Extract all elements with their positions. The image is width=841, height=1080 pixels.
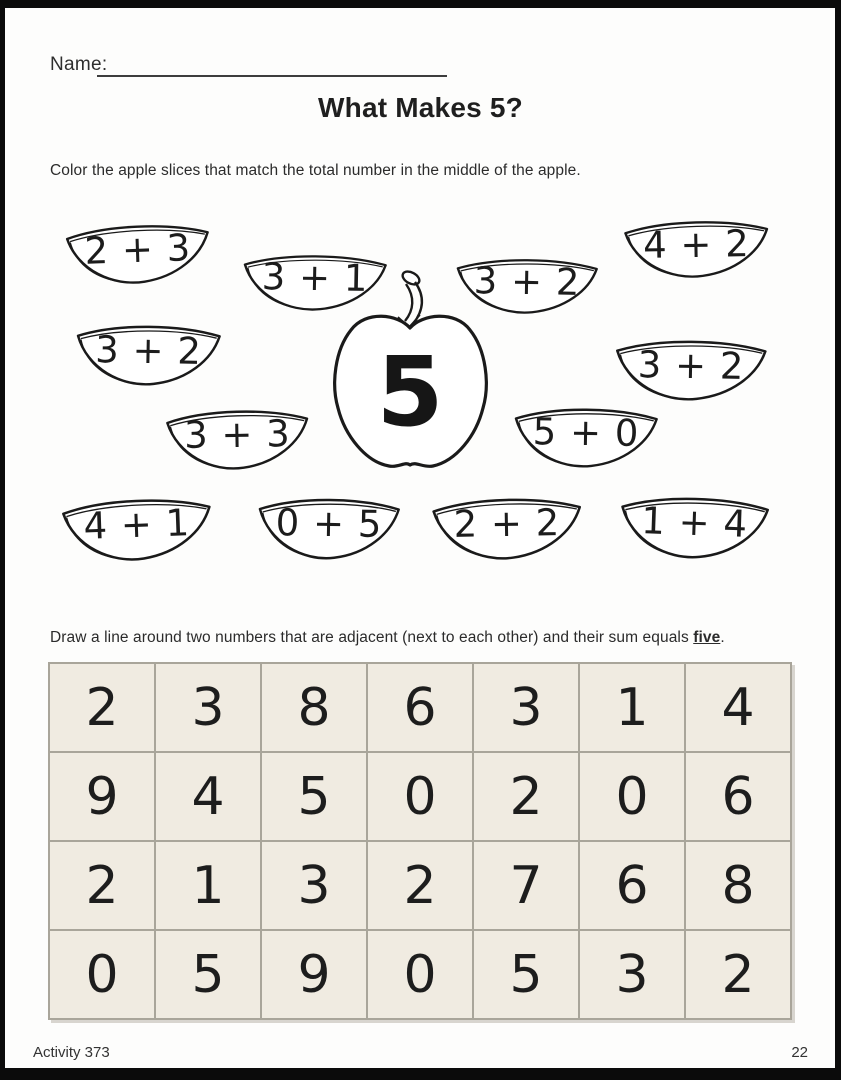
page-border-bottom bbox=[0, 1068, 841, 1080]
grid-cell[interactable]: 8 bbox=[261, 663, 367, 752]
slice-equation: 3 + 2 bbox=[473, 258, 581, 304]
grid-cell[interactable]: 0 bbox=[579, 752, 685, 841]
name-label: Name: bbox=[50, 54, 108, 75]
grid-row bbox=[49, 752, 791, 841]
grid-cell[interactable]: 2 bbox=[367, 841, 473, 930]
grid-cell[interactable]: 5 bbox=[155, 930, 261, 1019]
apple-slice[interactable] bbox=[71, 319, 225, 390]
grid-cell[interactable]: 5 bbox=[261, 752, 367, 841]
name-row bbox=[50, 54, 450, 80]
grid-cell[interactable]: 3 bbox=[473, 663, 579, 752]
grid-cell[interactable]: 7 bbox=[473, 841, 579, 930]
grid-cell[interactable]: 8 bbox=[685, 841, 791, 930]
grid-cell[interactable]: 6 bbox=[579, 841, 685, 930]
page-title: What Makes 5? bbox=[318, 92, 523, 123]
page-border-top bbox=[0, 0, 841, 8]
page-number: 22 bbox=[791, 1044, 808, 1061]
grid-cell[interactable]: 2 bbox=[49, 841, 155, 930]
grid-row bbox=[49, 841, 791, 930]
instruction-draw-line bbox=[50, 629, 820, 647]
grid-cell[interactable]: 2 bbox=[49, 663, 155, 752]
grid-cell[interactable]: 5 bbox=[473, 930, 579, 1019]
grid-cell[interactable]: 1 bbox=[155, 841, 261, 930]
instruction-draw-line-period: . bbox=[720, 629, 725, 646]
slice-equation: 3 + 2 bbox=[94, 327, 203, 373]
grid-cell[interactable]: 0 bbox=[367, 752, 473, 841]
grid-cell[interactable]: 2 bbox=[473, 752, 579, 841]
number-grid bbox=[48, 662, 792, 1020]
slice-equation: 3 + 3 bbox=[183, 412, 292, 457]
grid-cell[interactable]: 9 bbox=[261, 930, 367, 1019]
grid-cell[interactable]: 3 bbox=[261, 841, 367, 930]
apple-target-number: 5 bbox=[376, 336, 444, 448]
apple-slice[interactable] bbox=[61, 217, 215, 288]
apple-slice[interactable] bbox=[161, 404, 313, 474]
slice-equation: 0 + 5 bbox=[275, 501, 383, 546]
slice-equation: 2 + 3 bbox=[83, 225, 192, 273]
grid-row bbox=[49, 663, 791, 752]
slice-equation: 4 + 2 bbox=[642, 221, 751, 267]
grid-cell[interactable]: 6 bbox=[685, 752, 791, 841]
grid-cell[interactable]: 2 bbox=[685, 930, 791, 1019]
grid-cell[interactable]: 0 bbox=[367, 930, 473, 1019]
grid-cell[interactable]: 4 bbox=[685, 663, 791, 752]
grid-cell[interactable]: 4 bbox=[155, 752, 261, 841]
grid-row bbox=[49, 930, 791, 1019]
page-border-left bbox=[0, 0, 5, 1080]
slice-equation: 1 + 4 bbox=[640, 499, 749, 546]
apple-slice[interactable] bbox=[57, 491, 217, 565]
apple-slice[interactable] bbox=[253, 492, 404, 564]
instruction-emphasis-five: five bbox=[693, 629, 721, 646]
apple-slice[interactable] bbox=[615, 489, 774, 563]
activity-number: Activity 373 bbox=[33, 1044, 110, 1061]
instruction-draw-line-text: Draw a line around two numbers that are adjacent (next to each other) and their sum equals bbox=[50, 629, 694, 646]
grid-cell[interactable]: 0 bbox=[49, 930, 155, 1019]
apple-slice[interactable] bbox=[619, 215, 773, 282]
slice-equation: 4 + 1 bbox=[82, 501, 191, 548]
grid-cell[interactable]: 1 bbox=[579, 663, 685, 752]
slice-equation: 2 + 2 bbox=[453, 501, 561, 546]
apple-slice[interactable] bbox=[610, 334, 771, 405]
slice-equation: 3 + 2 bbox=[637, 342, 745, 388]
name-input-line[interactable] bbox=[97, 54, 447, 77]
grid-cell[interactable]: 3 bbox=[155, 663, 261, 752]
grid-cell[interactable]: 6 bbox=[367, 663, 473, 752]
apple-slice[interactable] bbox=[509, 402, 662, 472]
apple-whole bbox=[328, 264, 492, 478]
apple-slice[interactable] bbox=[427, 492, 586, 564]
grid-cell[interactable]: 9 bbox=[49, 752, 155, 841]
grid-cell[interactable]: 3 bbox=[579, 930, 685, 1019]
instruction-color-slices: Color the apple slices that match the total number in the middle of the apple. bbox=[50, 162, 581, 179]
slice-equation: 3 + 1 bbox=[261, 255, 369, 300]
slice-equation: 5 + 0 bbox=[532, 410, 640, 455]
page-border-right bbox=[835, 0, 841, 1080]
